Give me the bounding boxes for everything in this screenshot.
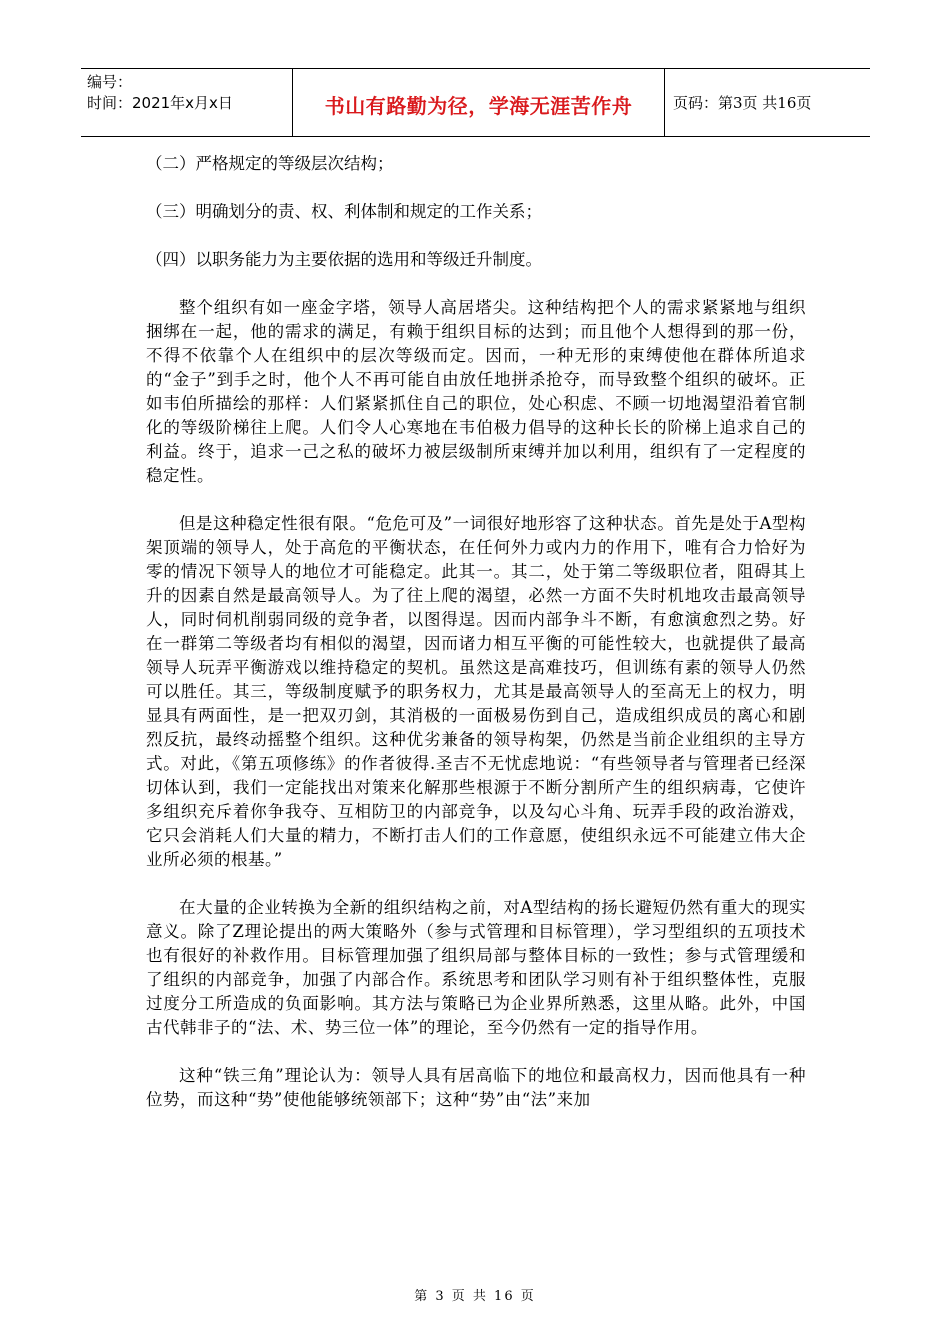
paragraph: 在大量的企业转换为全新的组织结构之前，对A型结构的扬长避短仍然有重大的现实意义。除了Z理论提出的两大策略外（参与式管理和目标管理），学习型组织的五项技术也有很好的补救作用。目标管理加强了组织局部与整体目标的一致性；参与式管理缓和了组织的内部竞争，加强了内部合作。系统思考和团队学习则有补于组织整体性，克服过度分工所造成的负面影响。其方法与策略已为企业界所熟悉，这里从略。此外，中国古代韩非子的“法、术、势三位一体”的理论，至今仍然有一定的指导作用。	[146, 898, 806, 1037]
header-motto: 书山有路勤为径，学海无涯苦作舟	[324, 94, 633, 118]
paragraph: 但是这种稳定性很有限。“危危可及”一词很好地形容了这种状态。首先是处于A型构架顶端的领导人，处于高危的平衡状态，在任何外力或内力的作用下，唯有合力恰好为零的情况下领导人的地位才可能稳定。此其一。其二，处于第二等级职位者，阻碍其上升的因素自然是最高领导人。为了往上爬的渴望，必然一方面不失时机地攻击最高领导人，同时伺机削弱同级的竞争者，以图得逞。因而内部争斗不断，有愈演愈烈之势。好在一群第二等级者均有相似的渴望，因而诸力相互平衡的可能性较大，也就提供了最高领导人玩弄平衡游戏以维持稳定的契机。虽然这是高难技巧，但训练有素的领导人仍然可以胜任。其三，等级制度赋予的职务权力，尤其是最高领导人的至高无上的权力，明显具有两面性，是一把双刃剑，其消极的一面极易伤到自己，造成组织成员的离心和剧烈反抗，最终动摇整个组织。这种优劣兼备的领导构架，仍然是当前企业组织的主导方式。对此，《第五项修练》的作者彼得.圣吉不无忧虑地说：“有些领导者与管理者已经深切体认到，我们一定能找出对策来化解那些根源于不断分割所产生的组织病毒，它使许多组织充斥着你争我夺、互相防卫的内部竞争，以及勾心斗角、玩弄手段的政治游戏，它只会消耗人们大量的精力，不断打击人们的工作意愿，使组织永远不可能建立伟大企业所必须的根基。”	[146, 514, 806, 869]
list-item: （三）明确划分的责、权、利体制和规定的工作关系；	[146, 202, 542, 221]
header-page-info: 页码：第3页 共16页	[673, 94, 812, 112]
paragraph: 这种“铁三角”理论认为：领导人具有居高临下的地位和最高权力，因而他具有一种位势，而这种“势”使他能够统领部下；这种“势”由“法”来加	[146, 1066, 806, 1109]
document-body	[146, 152, 806, 1136]
header-meta	[81, 69, 293, 136]
paragraph: 整个组织有如一座金字塔，领导人高居塔尖。这种结构把个人的需求紧紧地与组织捆绑在一起，他的需求的满足，有赖于组织目标的达到；而且他个人想得到的那一份，不得不依靠个人在组织中的层次等级而定。因而，一种无形的束缚使他在群体所追求的“金子”到手之时，他个人不再可能自由放任地拼杀抢夺，而导致整个组织的破坏。正如韦伯所描绘的那样：人们紧紧抓住自己的职位，处心积虑、不顾一切地渴望沿着官制化的等级阶梯往上爬。人们令人心寒地在韦伯极力倡导的这种长长的阶梯上追求自己的利益。终于，追求一己之私的破坏力被层级制所束缚并加以利用，组织有了一定程度的稳定性。	[146, 298, 806, 485]
header-motto-cell	[293, 69, 665, 136]
document-date-label: 时间：2021年x月x日	[87, 94, 233, 112]
page-footer: 第 3 页 共 16 页	[414, 1289, 536, 1304]
list-item: （二）严格规定的等级层次结构；	[146, 154, 394, 173]
document-number-label: 编号：	[87, 73, 133, 91]
page-header	[81, 68, 870, 137]
list-item: （四）以职务能力为主要依据的选用和等级迁升制度。	[146, 250, 542, 269]
